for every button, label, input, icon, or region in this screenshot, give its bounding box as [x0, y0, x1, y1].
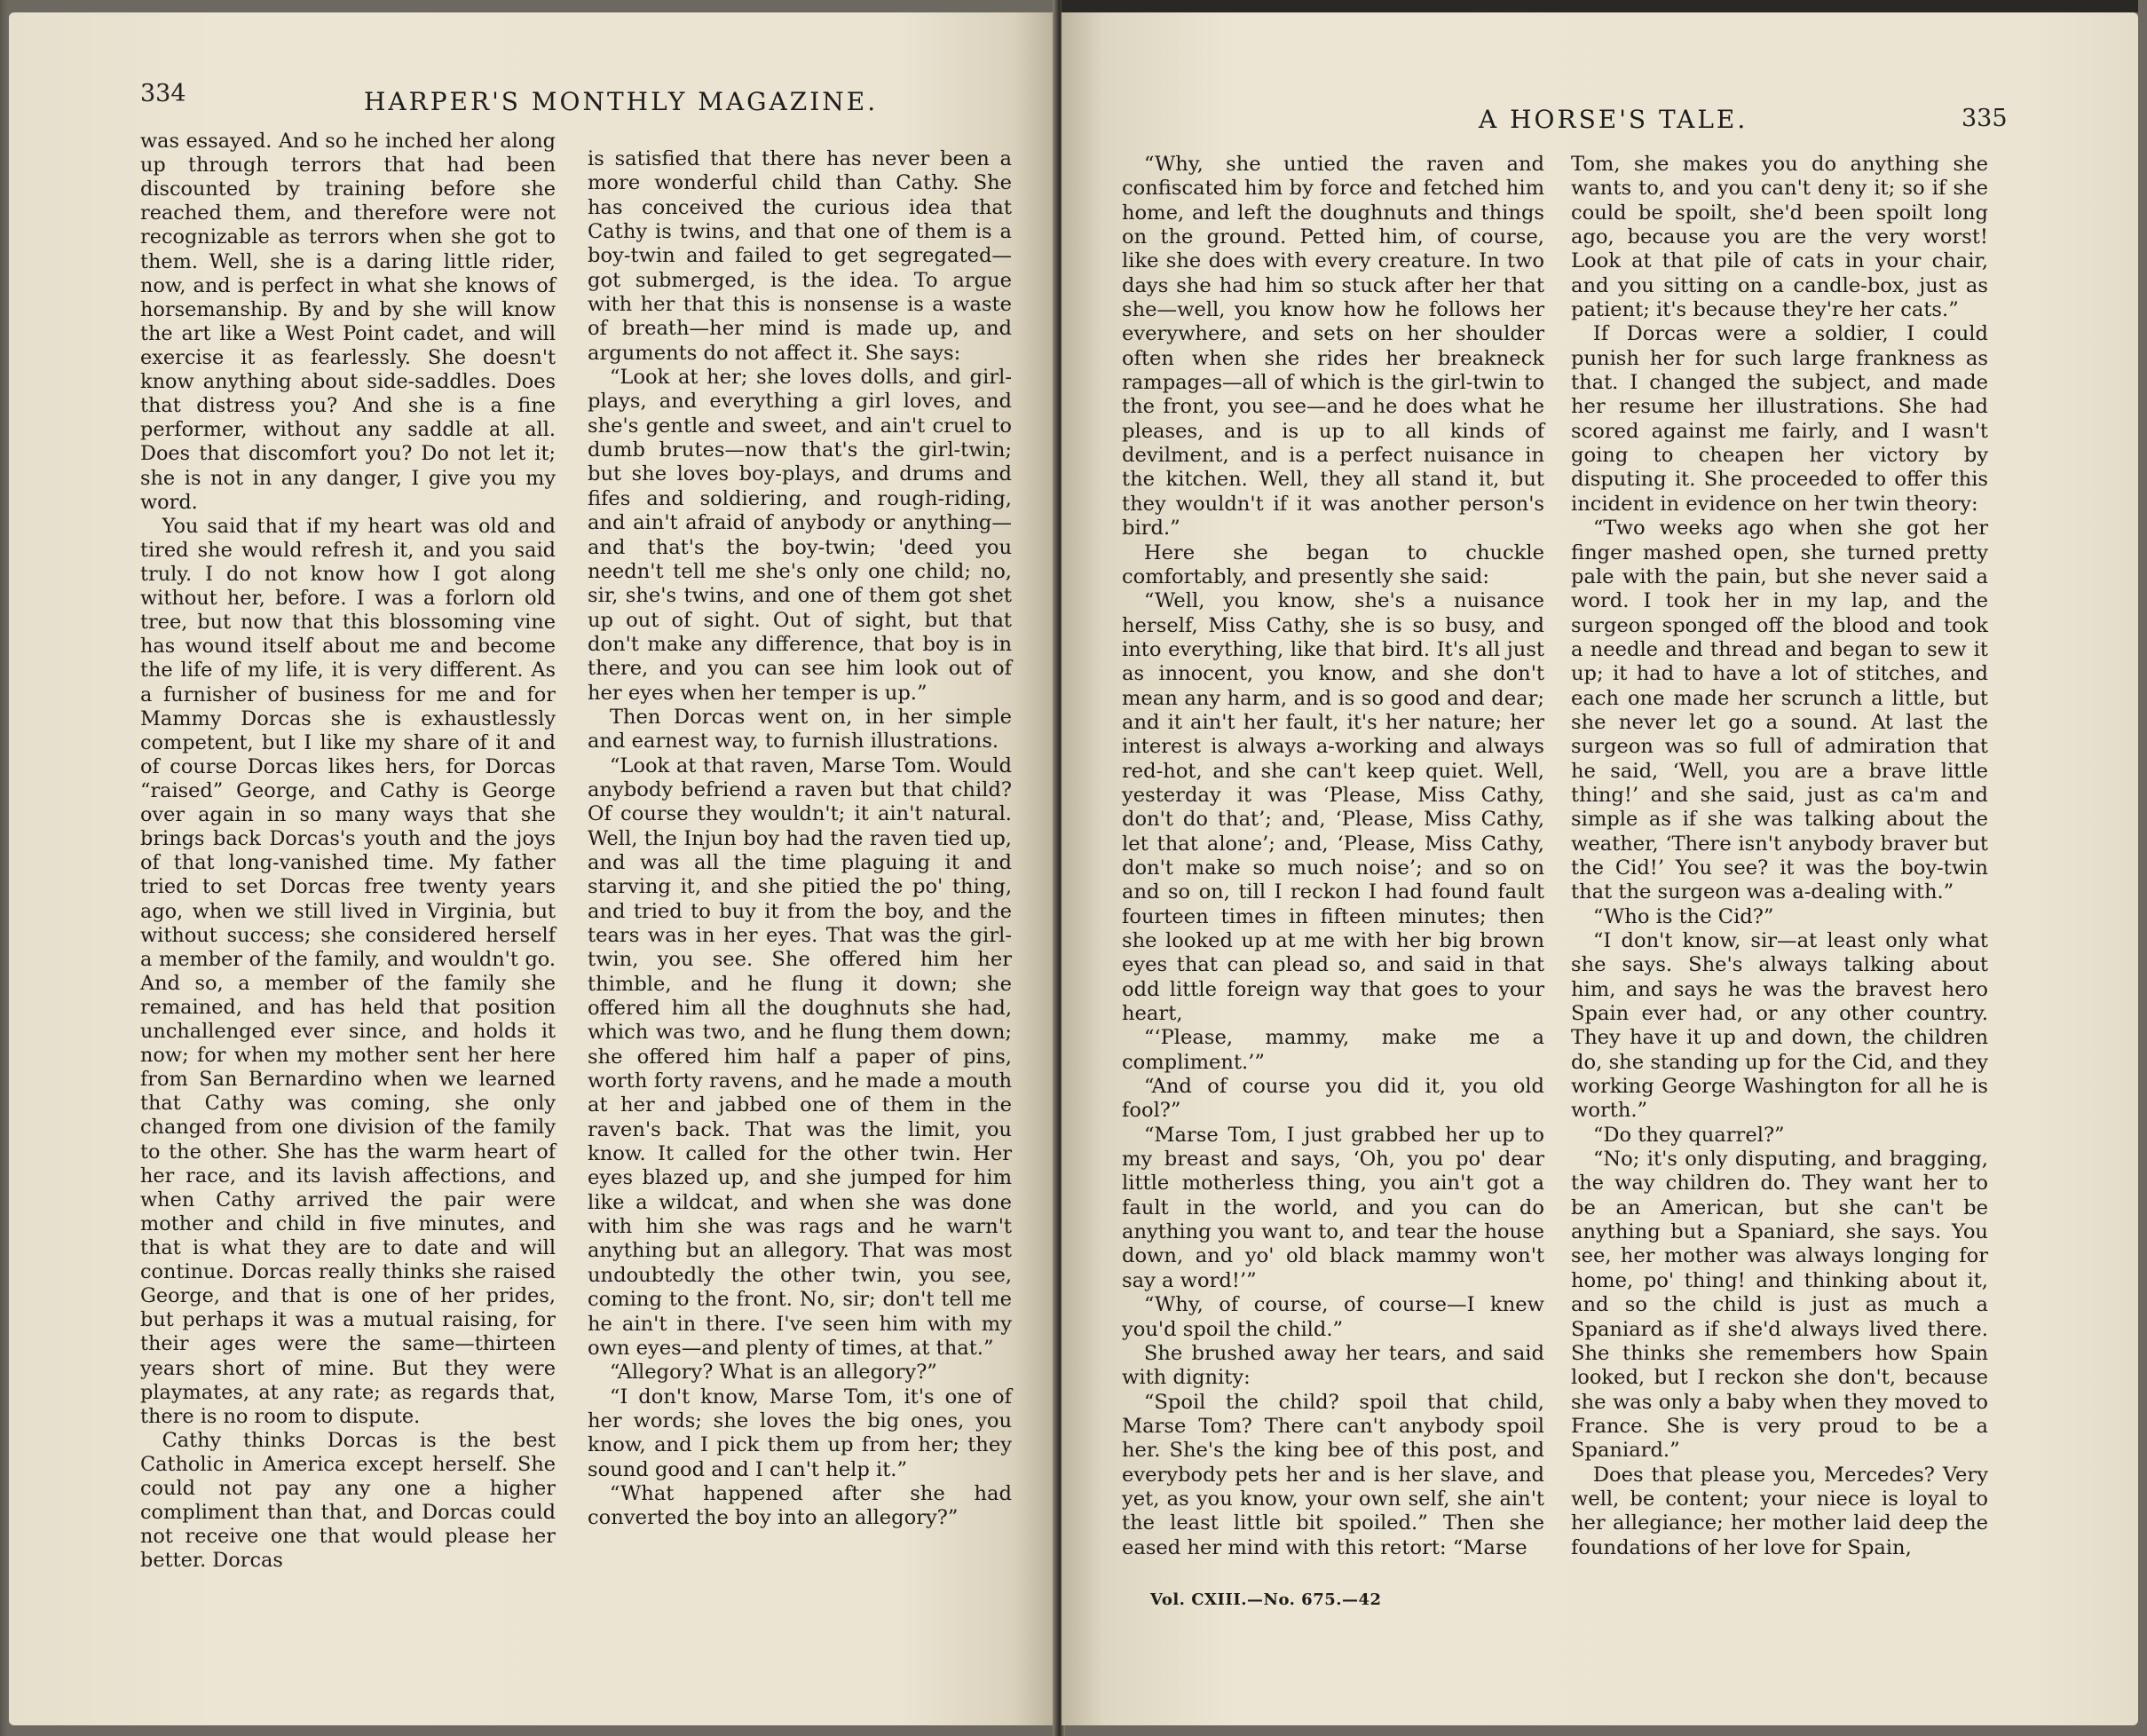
- page-top-edge: [1062, 0, 2138, 12]
- paragraph: “I don't know, sir—at least only what she says. She's always talking about him, and says he was the bravest hero Spain ever had, or any other country. They have it up and down, the children do, she standing up for the Cid, and they working George Washington for all he is worth.”: [1571, 929, 1988, 1123]
- right-running-head: A HORSE'S TALE.: [1479, 105, 1748, 134]
- volume-footer: Vol. CXIII.—No. 675.—42: [1150, 1590, 1382, 1609]
- paragraph: “Well, you know, she's a nuisance herself, Miss Cathy, she is so busy, and into everything, like that bird. It's all just as innocent, you know, and she don't mean any harm, and is so good and dear; and it ain't her fault, it's her nature; her interest is always a-working and always red-hot, and she can't keep quiet. Well, yesterday it was ‘Please, Miss Cathy, don't do that’; and, ‘Please, Miss Cathy, let that alone’; and, ‘Please, Miss Cathy, don't make so much noise’; and so on and so on, till I reckon I had found fault fourteen times in fifteen minutes; then she looked up at me with her big brown eyes that can plead so, and said in that odd little foreign way that goes to your heart,: [1122, 589, 1544, 1026]
- paragraph: “I don't know, Marse Tom, it's one of her words; she loves the big ones, you know, and I pick them up from her; they sound good and I can't help it.”: [588, 1385, 1012, 1481]
- paragraph: You said that if my heart was old and tired she would refresh it, and you said truly. I do not know how I got along without her, before. I was a forlorn old tree, but now that this blossoming vine has wound itself about me and become the life of my life, it is very different. As a furnisher of business for me and for Mammy Dorcas she is exhaustlessly competent, but I like my share of it and of course Dorcas likes hers, for Dorcas “raised” George, and Cathy is George over again in so many ways that she brings back Dorcas's youth and the joys of that long-vanished time. My father tried to set Dorcas free twenty years ago, when we still lived in Virginia, but without success; she considered herself a member of the family, and wouldn't go. And so, a member of the family she remained, and has held that position unchallenged ever since, and holds it now; for when my mother sent her here from San Bernardino when we learned that Cathy was coming, she only changed from one division of the family to the other. She has the warm heart of her race, and its lavish affections, and when Cathy arrived the pair were mother and child in five minutes, and that is what they are to date and will continue. Dorcas really thinks she raised George, and that is one of her prides, but perhaps it was a mutual raising, for their ages were the same—thirteen years short of mine. But they were playmates, at any rate; as regards that, there is no room to dispute.: [140, 514, 556, 1428]
- paragraph: Tom, she makes you do anything she wants to, and you can't deny it; so if she could be spoilt, she'd been spoilt long ago, because you are the very worst! Look at that pile of cats in your chair, and you sitting on a candle-box, just as patient; it's because they're her cats.”: [1571, 153, 1988, 322]
- left-running-head: HARPER'S MONTHLY MAGAZINE.: [364, 87, 879, 116]
- paragraph: Cathy thinks Dorcas is the best Catholic in America except herself. She could not pay any one a higher compliment than that, and Dorcas could not receive one that would please her better. Dorcas: [140, 1428, 556, 1573]
- paragraph: “Two weeks ago when she got her finger mashed open, she turned pretty pale with the pain, but she never said a word. I took her in my lap, and the surgeon sponged off the blood and took a needle and thread and began to sew it up; it had to have a lot of stitches, and each one made her scrunch a little, but she never let go a sound. At last the surgeon was so full of admiration that he said, ‘Well, you are a brave little thing!’ and she said, just as ca'm and simple as if she was talking about the weather, ‘There isn't anybody braver but the Cid!’ You see? it was the boy-twin that the surgeon was a-dealing with.”: [1571, 517, 1988, 904]
- left-page-number: 334: [140, 80, 186, 107]
- paragraph: “Spoil the child? spoil that child, Marse Tom? There can't anybody spoil her. She's the king bee of this post, and everybody pets her and is her slave, and yet, as you know, your own self, she ain't the least little bit spoiled.” Then she eased her mind with this retort: “Marse: [1122, 1390, 1544, 1559]
- paragraph: “Why, she untied the raven and confiscated him by force and fetched him home, and left the doughnuts and things on the ground. Petted him, of course, like she does with every creature. In two days she had him so stuck after her that she—well, you know how he follows her everywhere, and sets on her shoulder often when she rides her breakneck rampages—all of which is the girl-twin to the front, you see—and he does what he pleases, and is up to all kinds of devilment, and is a perfect nuisance in the kitchen. Well, they all stand it, but they wouldn't if it was another person's bird.”: [1122, 153, 1544, 541]
- paragraph: “Look at her; she loves dolls, and girl-plays, and everything a girl loves, and she's gentle and sweet, and ain't cruel to dumb brutes—now that's the girl-twin; but she loves boy-plays, and drums and fifes and soldiering, and rough-riding, and ain't afraid of anybody or anything—and that's the boy-twin; 'deed you needn't tell me she's only one child; no, sir, she's twins, and one of them got shet up out of sight. Out of sight, but that don't make any difference, that boy is in there, and you can see him look out of her eyes when her temper is up.”: [588, 366, 1012, 705]
- paragraph: is satisfied that there has never been a more wonderful child than Cathy. She has conceived the curious idea that Cathy is twins, and that one of them is a boy-twin and failed to get segregated—got submerged, is the idea. To argue with her that this is nonsense is a waste of breath—her mind is made up, and arguments do not affect it. She says:: [588, 147, 1012, 365]
- left-column-2: [588, 147, 1012, 1531]
- paragraph: Here she began to chuckle comfortably, and presently she said:: [1122, 541, 1544, 588]
- paragraph: “Allegory? What is an allegory?”: [609, 1361, 937, 1385]
- paragraph: She brushed away her tears, and said with dignity:: [1122, 1341, 1544, 1390]
- right-column-2: [1571, 153, 1988, 1560]
- paragraph: Does that please you, Mercedes? Very well, be content; your niece is loyal to her allegiance; her mother laid deep the foundations of her love for Spain,: [1571, 1463, 1988, 1559]
- left-page: [9, 12, 1056, 1725]
- paragraph: was essayed. And so he inched her along up through terrors that had been discounted by training before she reached them, and therefore were not recognizable as terrors when she got to them. Well, she is a daring little rider, now, and is perfect in what she knows of horsemanship. By and by she will know the art like a West Point cadet, and will exercise it as fearlessly. She doesn't know anything about side-saddles. Does that distress you? And she is a fine performer, without any saddle at all. Does that discomfort you? Do not let it; she is not in any danger, I give you my word.: [140, 130, 556, 514]
- paragraph: “What happened after she had converted the boy into an allegory?”: [588, 1481, 1012, 1530]
- paragraph: Then Dorcas went on, in her simple and earnest way, to furnish illustrations.: [588, 705, 1012, 754]
- left-column-1: [140, 130, 556, 1574]
- paragraph: “Marse Tom, I just grabbed her up to my breast and says, ‘Oh, you po' dear little motherless thing, you ain't got a fault in the world, and you can do anything you want to, and tear the house down, and yo' old black mammy won't say a word!’”: [1122, 1123, 1544, 1292]
- paragraph: “And of course you did it, you old fool?”: [1122, 1075, 1544, 1123]
- paragraph: “‘Please, mammy, make me a compliment.’”: [1122, 1026, 1544, 1074]
- paragraph: “Look at that raven, Marse Tom. Would anybody befriend a raven but that child? Of course they wouldn't; it ain't natural. Well, the Injun boy had the raven tied up, and was all the time plaguing it and starving it, and she pitied the po' thing, and tried to buy it from the boy, and the tears was in her eyes. That was the girl-twin, you see. She offered him her thimble, and he flung it down; she offered him all the doughnuts she had, which was two, and he flung them down; she offered him half a paper of pins, worth forty ravens, and he made a mouth at her and jabbed one of them in the raven's back. That was the limit, you know. It called for the other twin. Her eyes blazed up, and she jumped for him like a wildcat, and when she was done with him she was rags and he warn't anything but an allegory. That was most undoubtedly the other twin, you see, coming to the front. No, sir; don't tell me he ain't in there. I've seen him with my own eyes—and plenty of times, at that.”: [588, 754, 1012, 1360]
- right-page-number: 335: [1962, 105, 2008, 132]
- paragraph: “Why, of course, of course—I knew you'd spoil the child.”: [1122, 1293, 1544, 1341]
- paragraph: If Dorcas were a soldier, I could punish her for such large frankness as that. I changed the subject, and made her resume her illustrations. She had scored against me fairly, and I wasn't going to cheapen her victory by disputing it. She proceeded to offer this incident in evidence on her twin theory:: [1571, 322, 1988, 516]
- right-column-1: [1122, 153, 1544, 1560]
- paragraph: “Who is the Cid?”: [1592, 904, 1774, 928]
- paragraph: “Do they quarrel?”: [1592, 1123, 1785, 1147]
- paragraph: “No; it's only disputing, and bragging, the way children do. They want her to be an American, but she can't be anything but a Spaniard, she says. You see, her mother was always longing for home, po' thing! and thinking about it, and so the child is just as much a Spaniard as if she'd always lived there. She thinks she remembers how Spain looked, but I reckon she don't, because she was only a baby when they moved to France. She is very proud to be a Spaniard.”: [1571, 1148, 1988, 1463]
- right-page: [1062, 12, 2138, 1725]
